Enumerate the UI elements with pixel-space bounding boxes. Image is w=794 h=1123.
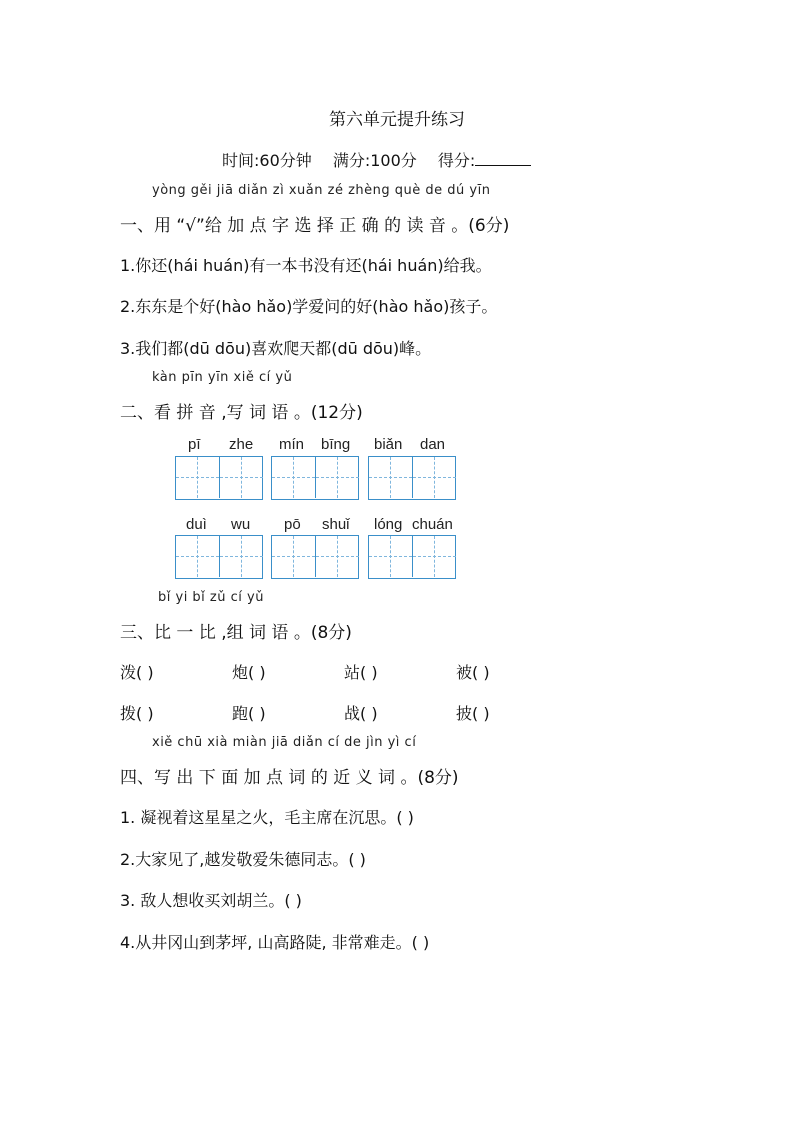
writing-grid[interactable] — [175, 535, 263, 579]
s2-heading: 二、看 拼 音 ,写 词 语 。(12分) — [120, 403, 363, 423]
s4-line-1: 1. 凝视着这星星之火，毛主席在沉思。( ) — [120, 808, 414, 827]
pinyin-label: pī — [188, 436, 201, 453]
pinyin-label: dan — [420, 436, 446, 453]
pinyin-label: chuán — [412, 516, 453, 533]
writing-grid[interactable] — [368, 456, 456, 500]
s3-heading: 三、比 一 比 ,组 词 语 。(8分) — [120, 623, 352, 643]
s2-pinyin: kàn pīn yīn xiě cí yǔ — [152, 370, 293, 385]
writing-grid[interactable] — [175, 456, 263, 500]
page-title: 第六单元提升练习 — [329, 110, 465, 130]
compare-item: 炮( ) — [232, 663, 266, 682]
s1-pinyin: yòng gěi jiā diǎn zì xuǎn zé zhèng què de dú yīn — [152, 183, 491, 198]
pinyin-label: lóng — [374, 516, 403, 533]
pinyin-label: pō — [284, 516, 301, 533]
compare-item: 跑( ) — [232, 704, 266, 723]
full-score: 满分:100分 — [332, 151, 417, 170]
s4-line-4: 4.从井冈山到茅坪, 山高路陡, 非常难走。( ) — [120, 933, 430, 952]
s1-line-1: 1.你还(hái huán)有一本书没有还(hái huán)给我。 — [120, 256, 492, 275]
compare-item: 站( ) — [344, 663, 378, 682]
s4-line-2: 2.大家见了,越发敬爱朱德同志。( ) — [120, 850, 366, 869]
compare-item: 战( ) — [344, 704, 378, 723]
compare-item: 泼( ) — [120, 663, 154, 682]
pinyin-label: biǎn — [374, 436, 403, 453]
pinyin-label: zhe — [229, 436, 254, 453]
s4-pinyin: xiě chū xià miàn jiā diǎn cí de jìn yì cí — [152, 735, 417, 750]
exam-meta — [222, 148, 547, 171]
s1-heading: 一、用 “√”给 加 点 字 选 择 正 确 的 读 音 。(6分) — [120, 216, 510, 236]
score-text: 得分: — [437, 151, 476, 170]
s4-heading: 四、写 出 下 面 加 点 词 的 近 义 词 。(8分) — [120, 768, 459, 788]
s1-line-3: 3.我们都(dū dōu)喜欢爬天都(dū dōu)峰。 — [120, 339, 432, 358]
pinyin-label: duì — [186, 516, 207, 533]
writing-grid[interactable] — [368, 535, 456, 579]
pinyin-label: bīng — [321, 436, 351, 453]
compare-item: 披( ) — [456, 704, 490, 723]
compare-item: 被( ) — [456, 663, 490, 682]
time-limit: 时间:60分钟 — [222, 151, 312, 170]
s4-line-3: 3. 敌人想收买刘胡兰。( ) — [120, 891, 302, 910]
pinyin-label: mín — [279, 436, 305, 453]
writing-grid[interactable] — [271, 535, 359, 579]
s3-pinyin: bǐ yi bǐ zǔ cí yǔ — [158, 590, 264, 605]
score-label — [438, 151, 547, 170]
pinyin-label: wu — [231, 516, 251, 533]
compare-item: 拨( ) — [120, 704, 154, 723]
writing-grid[interactable] — [271, 456, 359, 500]
s1-line-2: 2.东东是个好(hào hǎo)学爱问的好(hào hǎo)孩子。 — [120, 297, 498, 316]
score-blank[interactable] — [475, 151, 531, 166]
pinyin-label: shuǐ — [322, 516, 350, 533]
